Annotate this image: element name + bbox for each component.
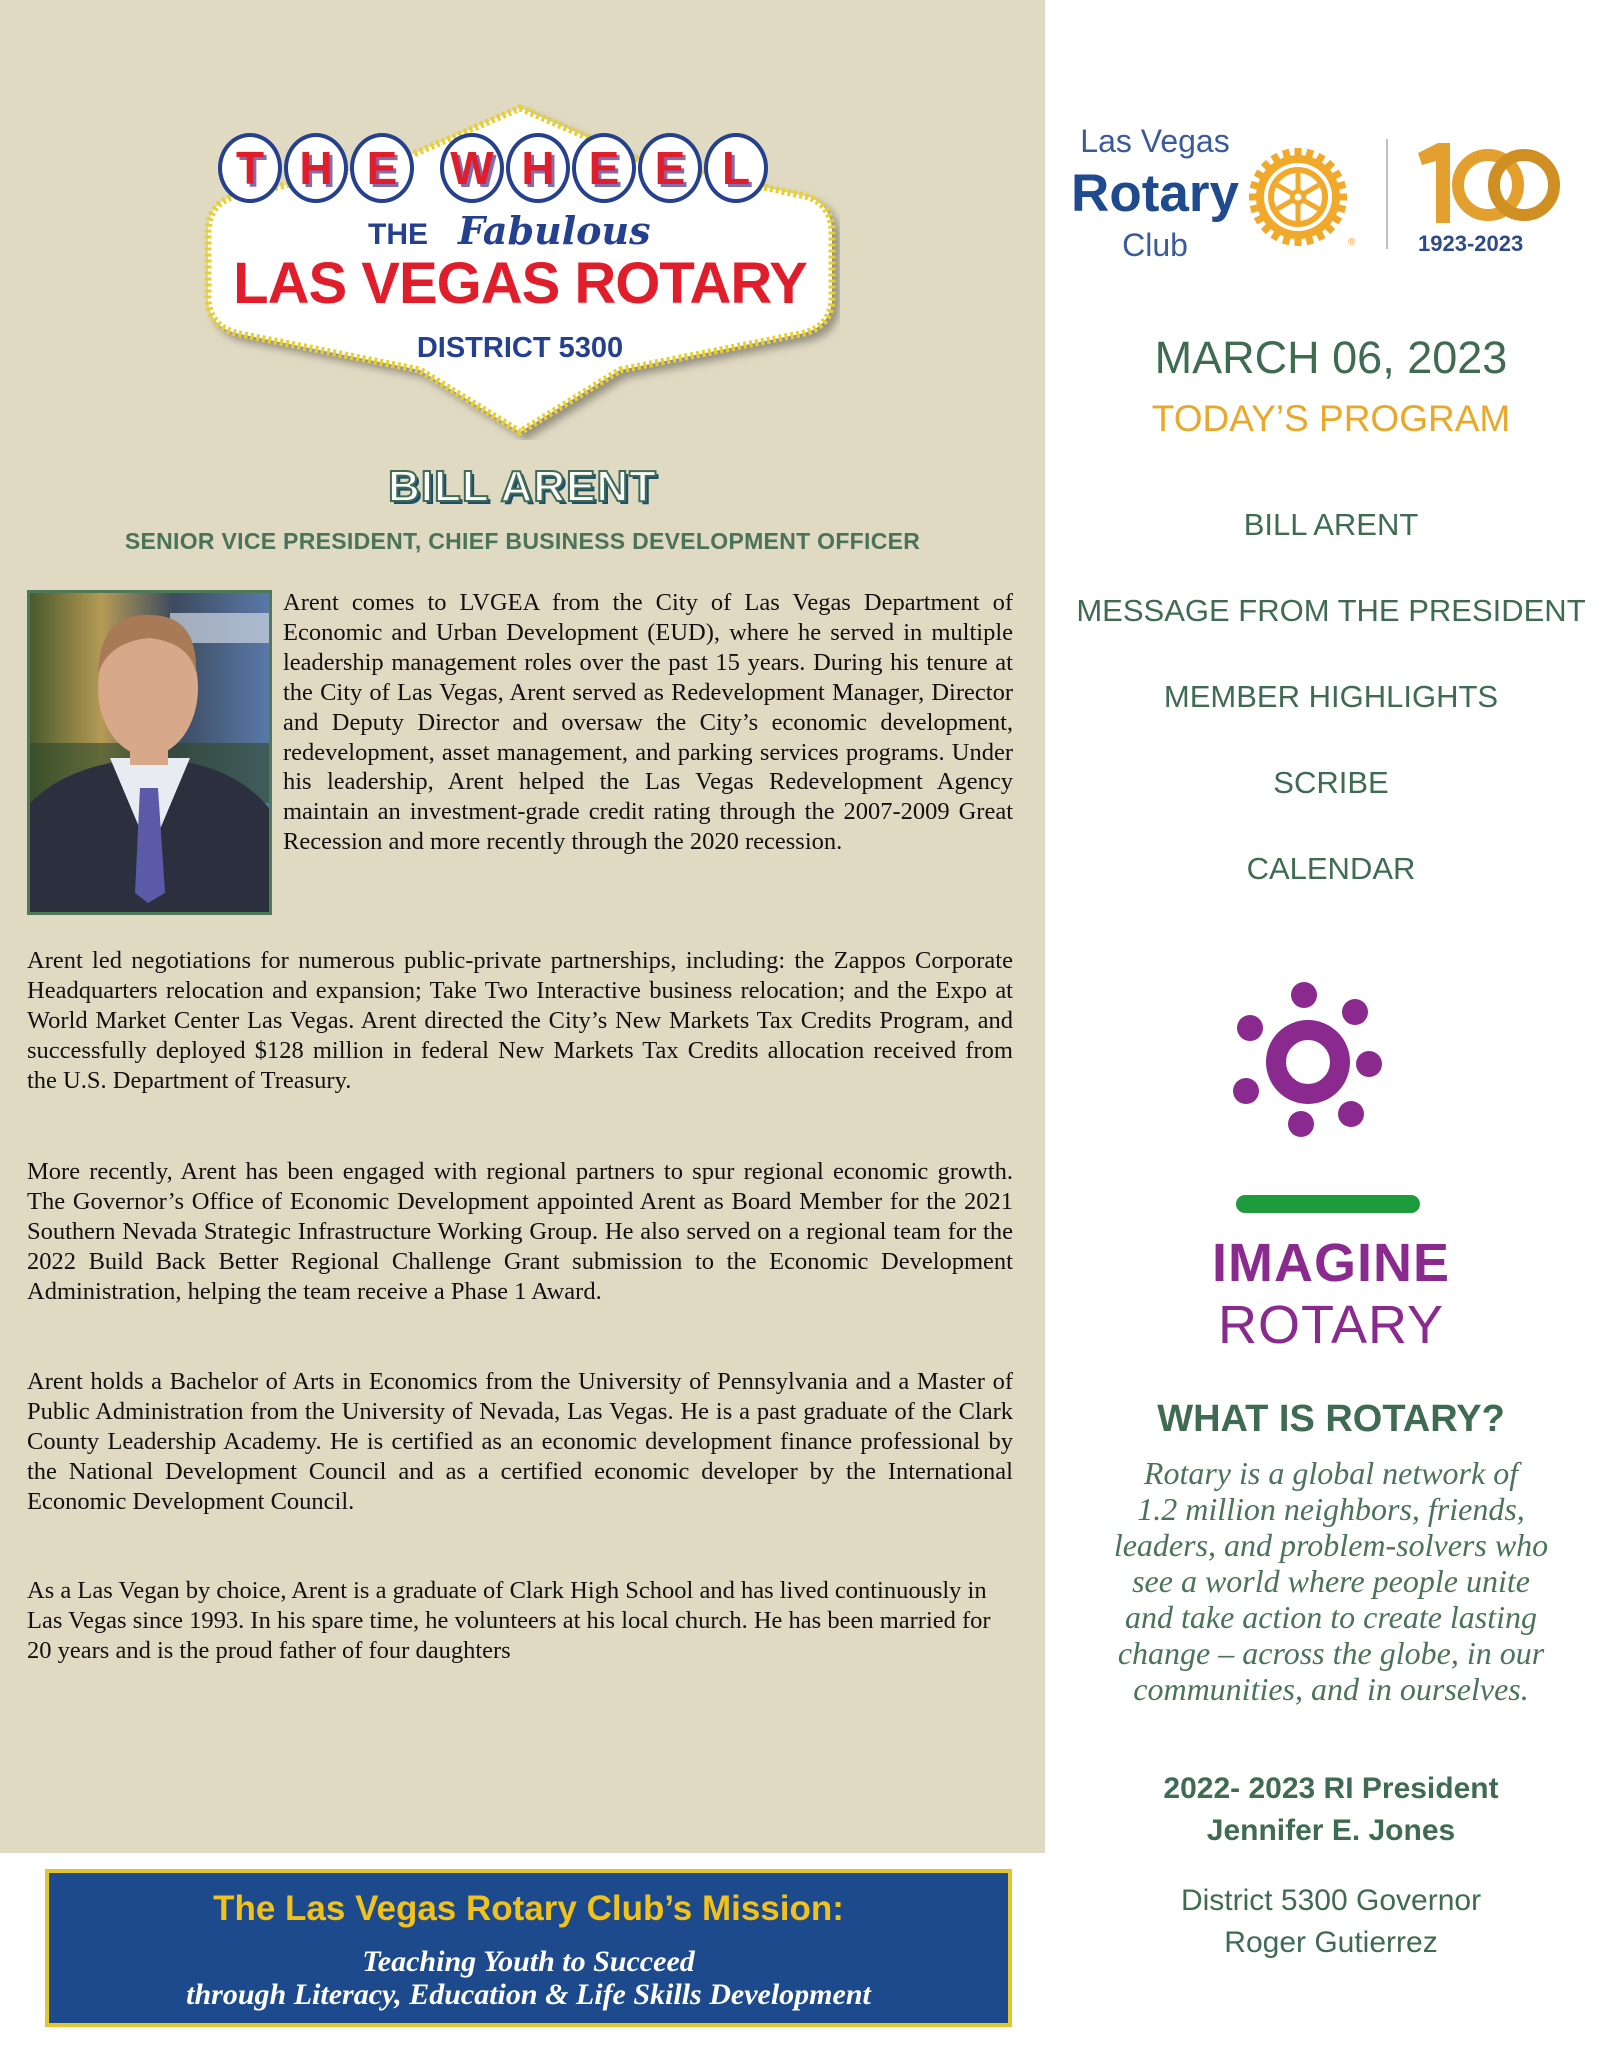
logo-club: Club bbox=[1122, 227, 1188, 263]
mission-statement bbox=[49, 1945, 1008, 2011]
what-is-rotary-line: 1.2 million neighbors, friends, bbox=[1137, 1491, 1525, 1527]
speaker-photo bbox=[27, 590, 272, 915]
the-wheel-masthead-logo bbox=[200, 100, 840, 440]
todays-program-heading: TODAY’S PROGRAM bbox=[1151, 398, 1511, 439]
imagine-rotary-sun-icon bbox=[1230, 980, 1390, 1150]
district-governor-block bbox=[1045, 1880, 1617, 1964]
imagine-word: IMAGINE bbox=[1211, 1233, 1450, 1293]
centennial-100-icon bbox=[1410, 135, 1560, 230]
marquee-letter: T bbox=[218, 133, 282, 203]
newsletter-date: MARCH 06, 2023 bbox=[1154, 332, 1508, 383]
what-is-rotary-heading: WHAT IS ROTARY? bbox=[1157, 1398, 1505, 1440]
speaker-title: SENIOR VICE PRESIDENT, CHIEF BUSINESS DEVELOPMENT OFFICER bbox=[124, 528, 921, 554]
sign-fabulous: Fabulous bbox=[458, 208, 651, 253]
what-is-rotary-line: communities, and in ourselves. bbox=[1133, 1671, 1529, 1707]
marquee-gap bbox=[416, 133, 438, 203]
bio-paragraph: More recently, Arent has been engaged with regional partners to spur regional economic growth. The Governor’s Office of Economic Development appointed Arent as Board Member for the 2021 Southern Nevada Strategic Infrastructure Working Group. He also served on a regional team for the 2022 Build Back Better Regional Challenge Grant submission to the Economic Development Administration, helping the team receive a Phase 1 Award. bbox=[27, 1158, 1013, 1305]
centennial-years: 1923-2023 bbox=[1418, 231, 1524, 256]
wheel-tooth bbox=[1337, 194, 1347, 201]
sign-the: THE bbox=[368, 218, 428, 251]
what-is-rotary-line: see a world where people unite bbox=[1132, 1563, 1530, 1599]
district-governor-title: District 5300 Governor bbox=[1180, 1884, 1482, 1917]
ri-president-title: 2022- 2023 RI President bbox=[1163, 1772, 1499, 1805]
ri-president-block bbox=[1045, 1768, 1617, 1852]
mission-title: The Las Vegas Rotary Club’s Mission: bbox=[213, 1889, 844, 1928]
mission-banner bbox=[45, 1869, 1012, 2027]
program-list bbox=[1045, 505, 1617, 935]
speaker-portrait-icon bbox=[30, 593, 269, 912]
marquee-letter: E bbox=[350, 133, 414, 203]
program-item[interactable]: SCRIBE bbox=[1273, 765, 1389, 800]
mission-line: Teaching Youth to Succeed bbox=[362, 1945, 695, 1978]
logo-rotary: Rotary bbox=[1071, 164, 1239, 223]
marquee-letter: E bbox=[572, 133, 636, 203]
bio-paragraph: Arent led negotiations for numerous public-private partnerships, including: the Zappos Corporate Headquarters relocation and expansion; Take Two Interactive business relocation; and the Expo at World Market Center Las Vegas. Arent directed the City’s New Markets Tax Credits Program, and successfully deployed $128 million in federal New Markets Tax Credits allocation received from the U.S. Department of Treasury. bbox=[27, 947, 1013, 1094]
bio-paragraph: Arent comes to LVGEA from the City of Las Vegas Department of Economic and Urban Development (EUD), where he served in multiple leadership management roles over the past 15 years. During his tenure at the City of Las Vegas, Arent served as Redevelopment Manager, Director and Deputy Director and oversaw the City’s economic development, redevelopment, asset management, and parking services programs. Under his leadership, Arent helped the Las Vegas Redevelopment Agency maintain an investment-grade credit rating through the 2007-2009 Great Recession and more recently through the 2020 recession. bbox=[283, 589, 1013, 856]
what-is-rotary-line: leaders, and problem-solvers who bbox=[1113, 1527, 1549, 1563]
wheel-tooth bbox=[1295, 148, 1302, 158]
marquee-letter: H bbox=[506, 133, 570, 203]
marquee-letter: W bbox=[440, 133, 504, 203]
imagine-rotary-word: ROTARY bbox=[1217, 1295, 1445, 1355]
sign-district: DISTRICT 5300 bbox=[416, 332, 624, 364]
bio-paragraph: Arent holds a Bachelor of Arts in Economics from the University of Pennsylvania and a Master of Public Administration from the University of Nevada, Las Vegas. He is a past graduate of the Clark County Leadership Academy. He is certified as an economic development finance professional by the National Development Council and as a certified economic developer by the International Economic Development Council. bbox=[27, 1368, 1013, 1515]
program-item[interactable]: MEMBER HIGHLIGHTS bbox=[1163, 679, 1499, 714]
what-is-rotary-line: Rotary is a global network of bbox=[1143, 1455, 1519, 1491]
program-item[interactable]: CALENDAR bbox=[1246, 851, 1416, 886]
logo-las-vegas: Las Vegas bbox=[1080, 123, 1230, 159]
logo-divider bbox=[1386, 139, 1388, 249]
district-governor-name: Roger Gutierrez bbox=[1224, 1926, 1438, 1959]
program-item[interactable]: MESSAGE FROM THE PRESIDENT bbox=[1076, 593, 1586, 628]
speaker-name: BILL ARENT bbox=[387, 462, 658, 511]
marquee-letter: E bbox=[638, 133, 702, 203]
wheel-tooth bbox=[1295, 236, 1302, 246]
mission-line: through Literacy, Education & Life Skills Development bbox=[186, 1978, 871, 2011]
las-vegas-rotary-club-logo bbox=[1060, 115, 1600, 275]
ri-president-name: Jennifer E. Jones bbox=[1206, 1814, 1456, 1847]
rotary-wheel-icon bbox=[1248, 147, 1348, 247]
program-item[interactable]: BILL ARENT bbox=[1243, 507, 1419, 542]
imagine-green-stroke bbox=[1236, 1195, 1420, 1213]
registered-mark: ® bbox=[1348, 237, 1356, 248]
wheel-tooth bbox=[1249, 194, 1259, 201]
sign-club-name: LAS VEGAS ROTARY bbox=[233, 251, 807, 316]
what-is-rotary-text bbox=[1070, 1455, 1592, 1707]
marquee-letter: L bbox=[704, 133, 768, 203]
what-is-rotary-line: change – across the globe, in our bbox=[1117, 1635, 1545, 1671]
the-wheel-letters bbox=[218, 133, 818, 203]
bio-paragraph: As a Las Vegan by choice, Arent is a graduate of Clark High School and has lived continuously in Las Vegas since 1993. In his spare time, he volunteers at his local church. He has been married for 20 years and is the proud father of four daughters bbox=[27, 1577, 991, 1664]
marquee-letter: H bbox=[284, 133, 348, 203]
what-is-rotary-line: and take action to create lasting bbox=[1124, 1599, 1538, 1635]
